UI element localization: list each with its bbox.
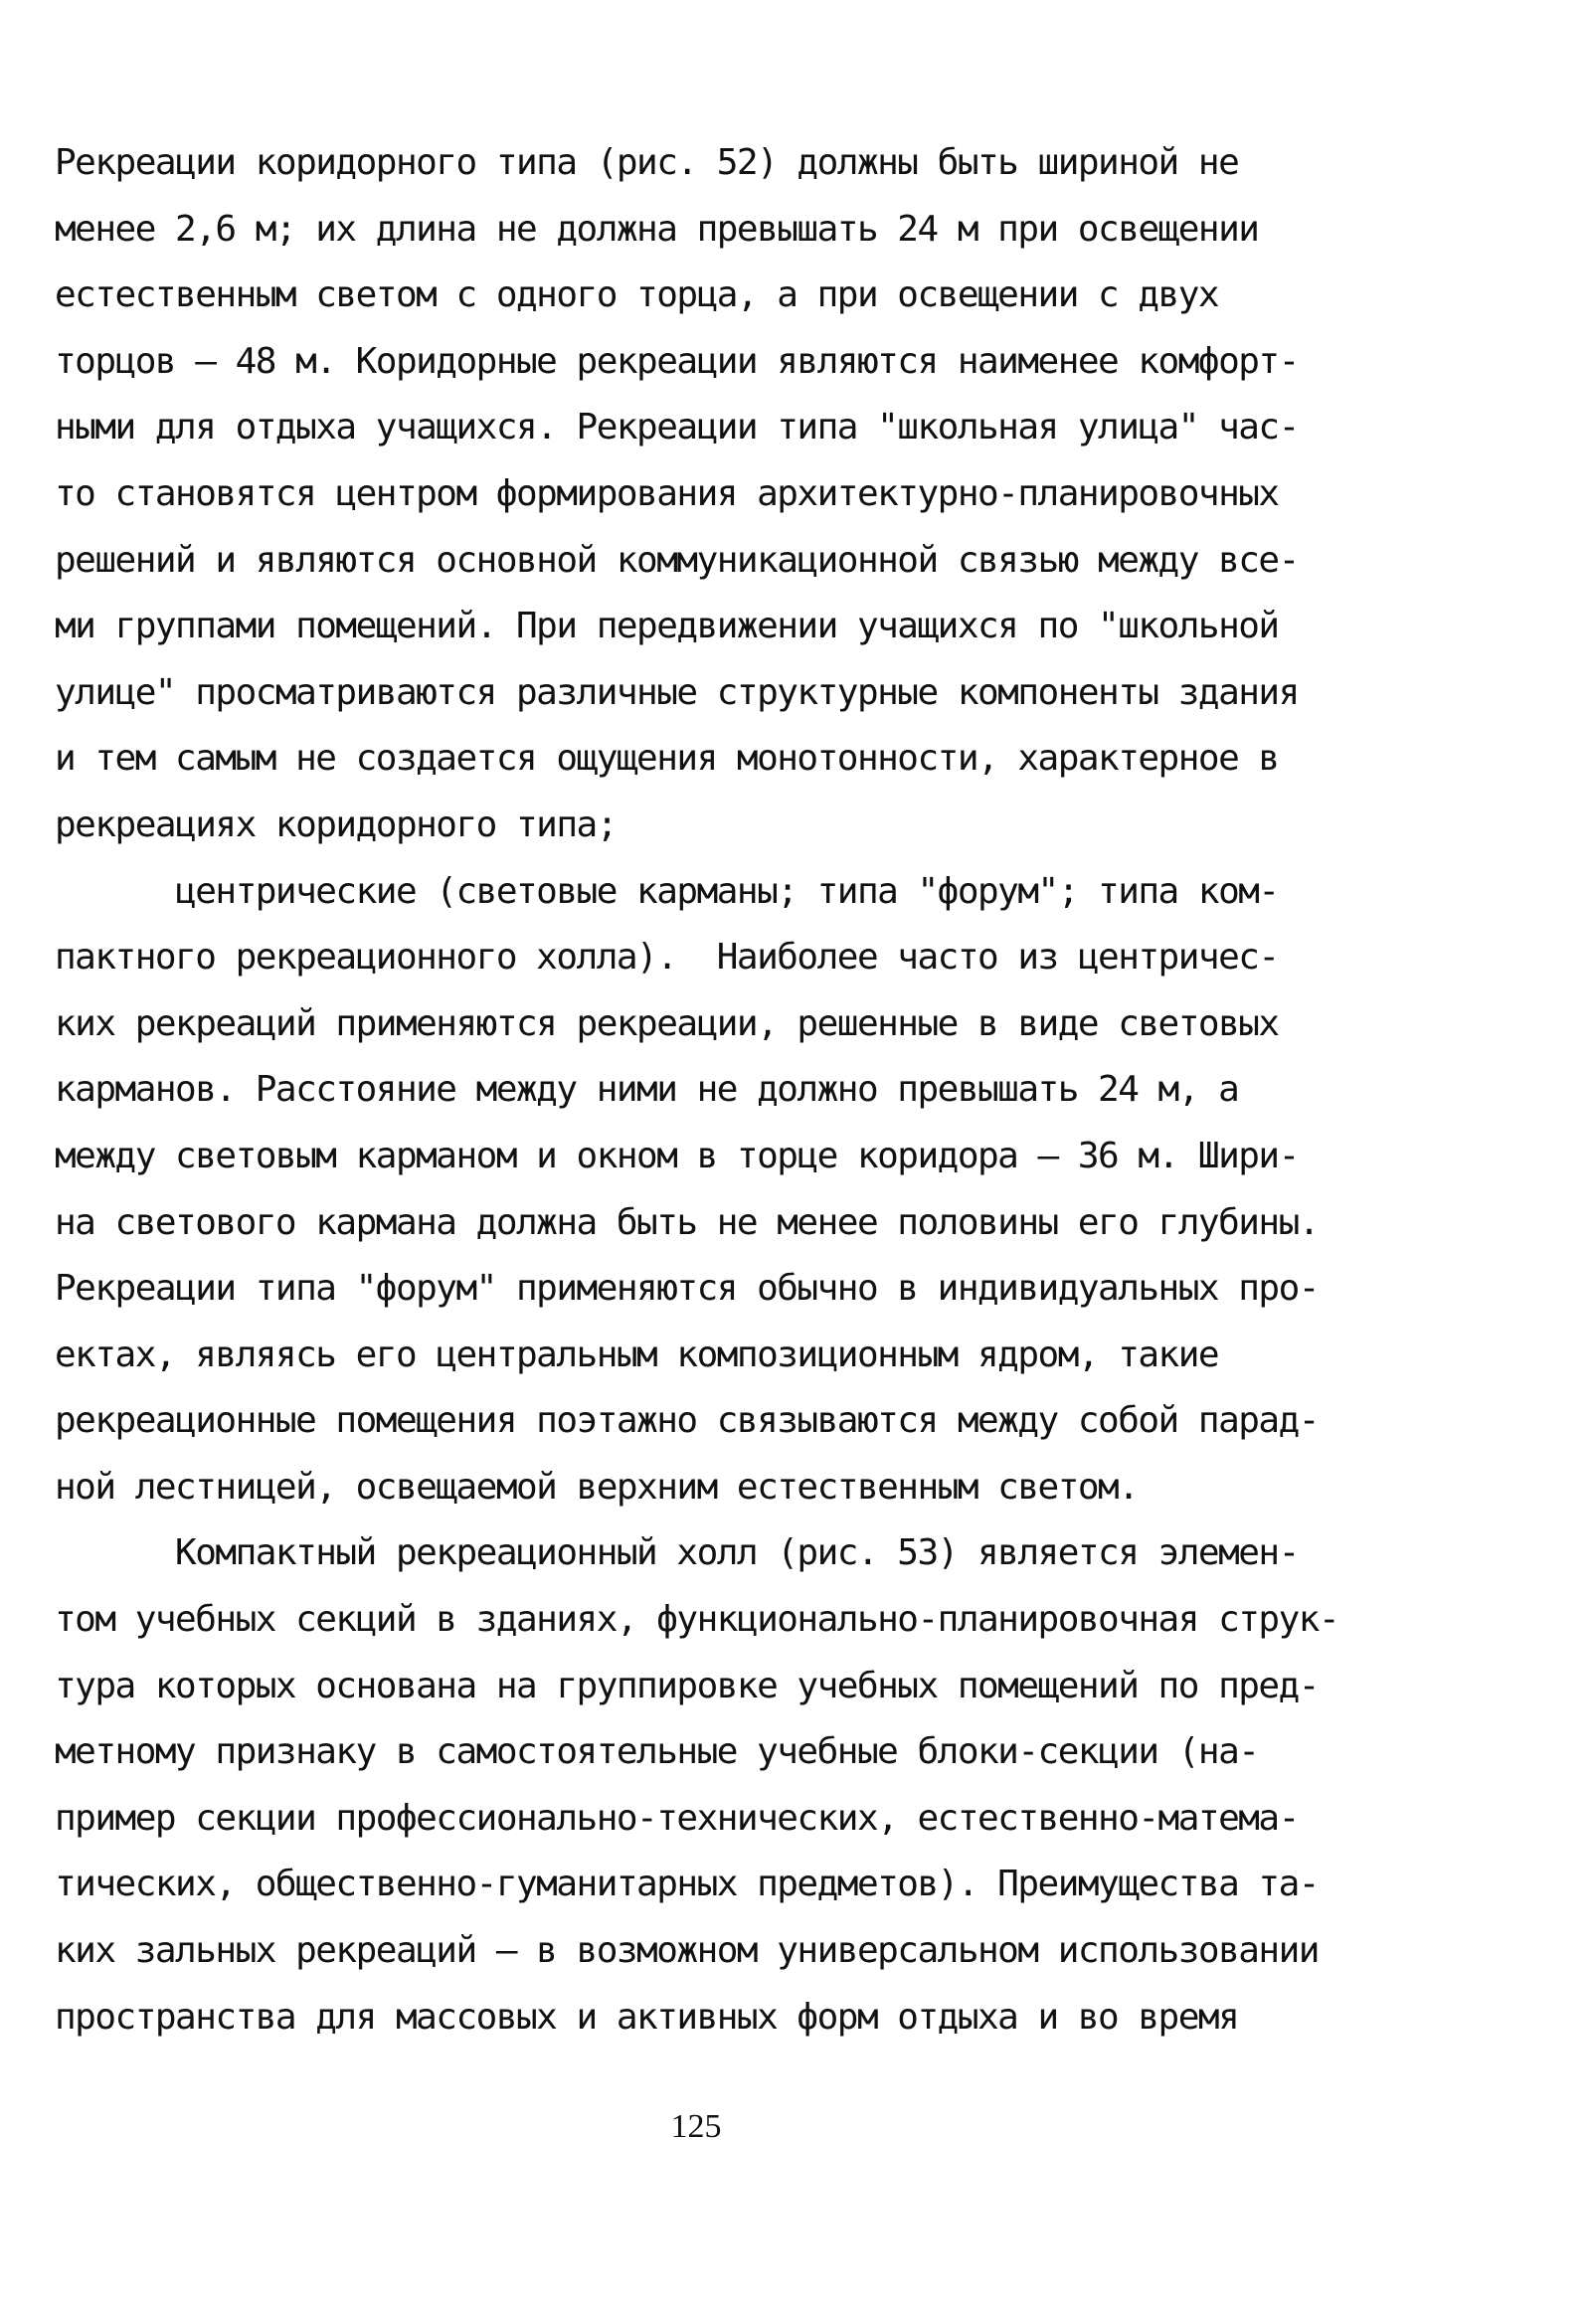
text-line-15: карманов. Расстояние между ними не должно превышать 24 м, а (55, 1069, 1239, 1111)
text-line-12: центрические (световые карманы; типа "форум"; типа ком- (55, 870, 1279, 912)
text-line-3: естественным светом с одного торца, а при освещении с двух (55, 274, 1219, 316)
text-line-1: Рекреации коридорного типа (рис. 52) должны быть шириной не (55, 142, 1239, 183)
text-line-2: менее 2,6 м; их длина не должна превышать 24 м при освещении (55, 208, 1259, 250)
text-line-16: между световым карманом и окном в торце коридора – 36 м. Шири- (55, 1135, 1299, 1176)
text-line-13: пактного рекреационного холла). Наиболее часто из центричес- (55, 937, 1279, 979)
text-line-23: том учебных секций в зданиях, функционально-планировочная струк- (55, 1599, 1339, 1641)
text-line-19: ектах, являясь его центральным композиционным ядром, такие (55, 1334, 1219, 1375)
text-line-20: рекреационные помещения поэтажно связываются между собой парад- (55, 1400, 1319, 1442)
text-line-24: тура которых основана на группировке учебных помещений по пред- (55, 1665, 1319, 1706)
text-line-18: Рекреации типа "форум" применяются обычно в индивидуальных про- (55, 1268, 1319, 1310)
text-line-25: метному признаку в самостоятельные учебные блоки-секции (на- (55, 1731, 1259, 1773)
text-line-11: рекреациях коридорного типа; (55, 803, 617, 845)
text-line-27: тических, общественно-гуманитарных предметов). Преимущества та- (55, 1864, 1319, 1905)
text-line-7: решений и являются основной коммуникационной связью между все- (55, 539, 1299, 581)
text-line-26: пример секции профессионально-технических, естественно-матема- (55, 1797, 1299, 1839)
page-number: 125 (670, 2108, 722, 2145)
text-line-5: ными для отдыха учащихся. Рекреации типа "школьная улица" час- (55, 407, 1299, 448)
text-line-17: на светового кармана должна быть не менее половины его глубины. (55, 1201, 1319, 1243)
text-line-29: пространства для массовых и активных форм отдыха и во время (55, 1996, 1239, 2038)
text-line-21: ной лестницей, освещаемой верхним естественным светом. (55, 1466, 1139, 1508)
text-line-4: торцов – 48 м. Коридорные рекреации являются наименее комфорт- (55, 340, 1299, 382)
text-line-6: то становятся центром формирования архитектурно-планировочных (55, 472, 1279, 514)
text-line-8: ми группами помещений. При передвижении учащихся по "школьной (55, 606, 1279, 647)
body-text (55, 130, 1347, 2050)
text-line-14: ких рекреаций применяются рекреации, решенные в виде световых (55, 1002, 1279, 1044)
text-line-10: и тем самым не создается ощущения монотонности, характерное в (55, 738, 1279, 780)
text-line-22: Компактный рекреационный холл (рис. 53) является элемен- (55, 1532, 1299, 1574)
text-line-9: улице" просматриваются различные структурные компоненты здания (55, 671, 1299, 713)
text-line-28: ких зальных рекреаций – в возможном универсальном использовании (55, 1930, 1319, 1972)
